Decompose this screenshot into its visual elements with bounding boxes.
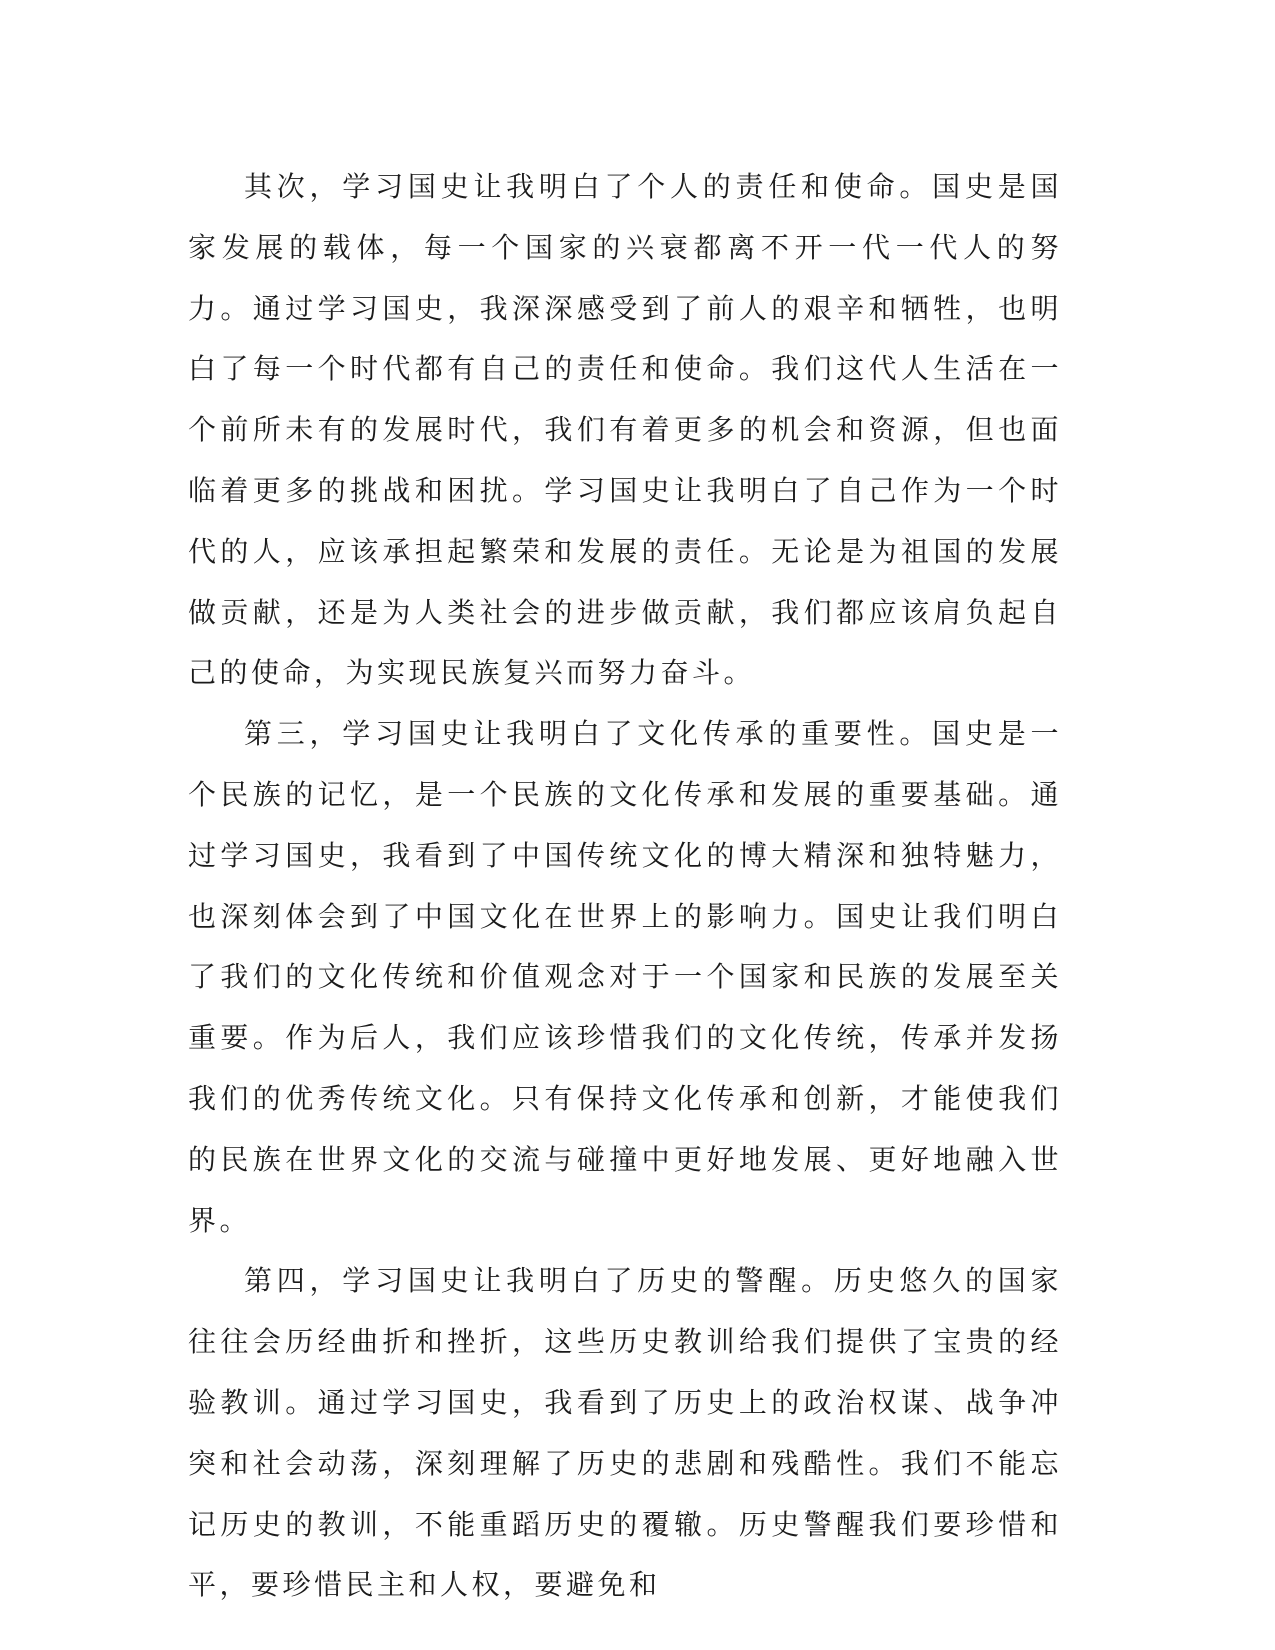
document-body xyxy=(188,157,1062,1616)
paragraph-history-warning: 第四，学习国史让我明白了历史的警醒。历史悠久的国家往往会历经曲折和挫折，这些历史教训给我们提供了宝贵的经验教训。通过学习国史，我看到了历史上的政治权谋、战争冲突和社会动荡，深刻理解了历史的悲剧和残酷性。我们不能忘记历史的教训，不能重蹈历史的覆辙。历史警醒我们要珍惜和平，要珍惜民主和人权，要避免和 xyxy=(188,1264,1062,1602)
paragraph-responsibility: 其次，学习国史让我明白了个人的责任和使命。国史是国家发展的载体，每一个国家的兴衰都离不开一代一代人的努力。通过学习国史，我深深感受到了前人的艰辛和牺牲，也明白了每一个时代都有自己的责任和使命。我们这代人生活在一个前所未有的发展时代，我们有着更多的机会和资源，但也面临着更多的挑战和困扰。学习国史让我明白了自己作为一个时代的人，应该承担起繁荣和发展的责任。无论是为祖国的发展做贡献，还是为人类社会的进步做贡献，我们都应该肩负起自己的使命，为实现民族复兴而努力奋斗。 xyxy=(188,170,1062,690)
paragraph-culture: 第三，学习国史让我明白了文化传承的重要性。国史是一个民族的记忆，是一个民族的文化传承和发展的重要基础。通过学习国史，我看到了中国传统文化的博大精深和独特魅力，也深刻体会到了中国文化在世界上的影响力。国史让我们明白了我们的文化传统和价值观念对于一个国家和民族的发展至关重要。作为后人，我们应该珍惜我们的文化传统，传承并发扬我们的优秀传统文化。只有保持文化传承和创新，才能使我们的民族在世界文化的交流与碰撞中更好地发展、更好地融入世界。 xyxy=(188,717,1062,1237)
